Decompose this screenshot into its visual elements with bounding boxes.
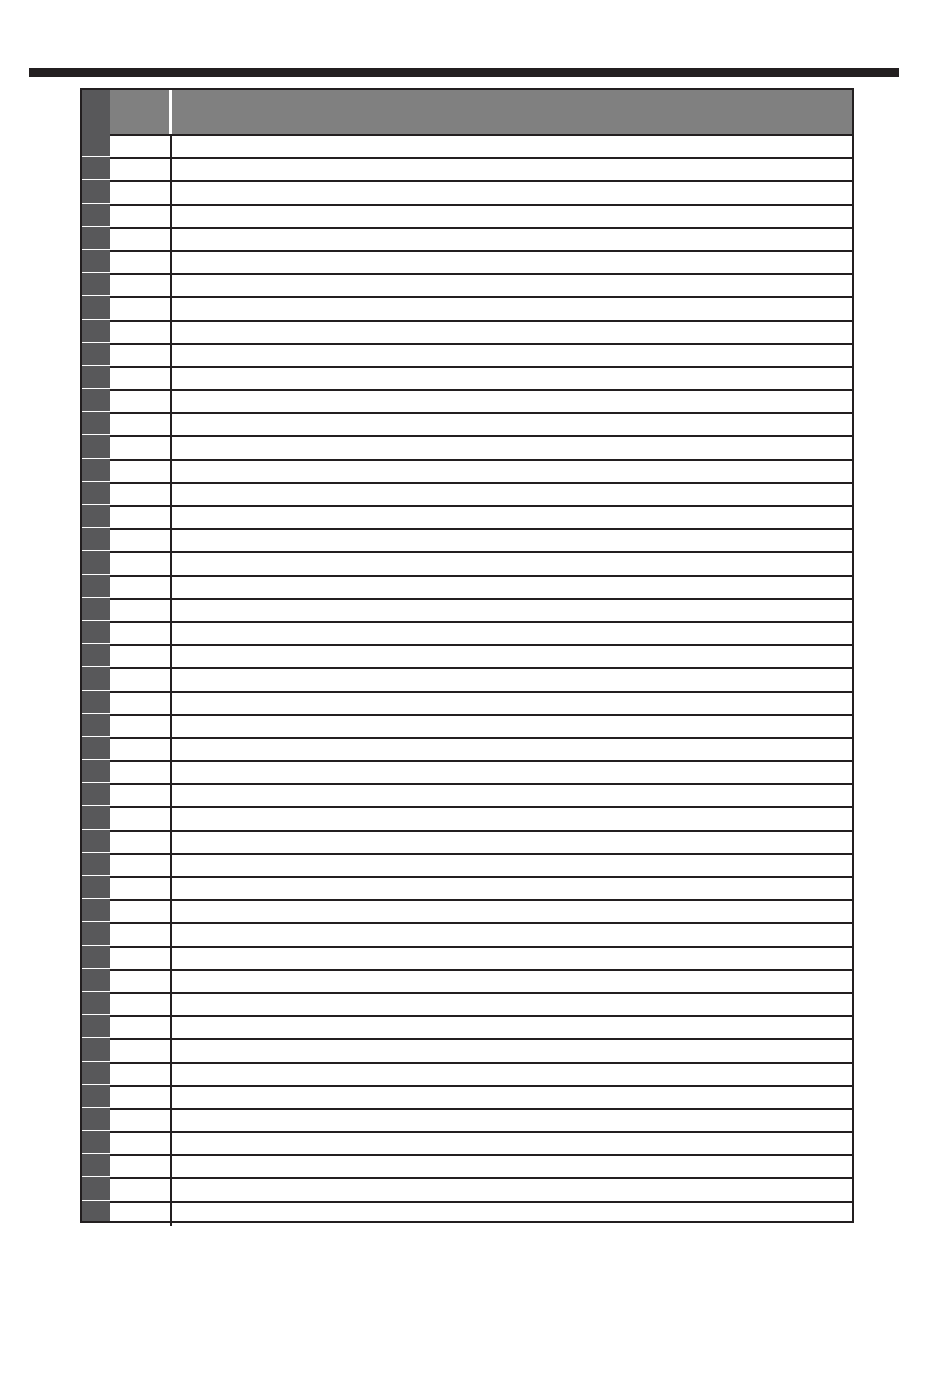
row-cell-b[interactable] <box>172 600 852 621</box>
table-row <box>110 785 852 808</box>
row-cell-a[interactable] <box>110 1064 172 1085</box>
row-cell-b[interactable] <box>172 252 852 273</box>
table-row <box>110 298 852 321</box>
table-row <box>110 878 852 901</box>
row-cell-a[interactable] <box>110 1087 172 1108</box>
row-cell-b[interactable] <box>172 437 852 458</box>
row-cell-b[interactable] <box>172 1040 852 1061</box>
row-side-marker <box>82 322 110 343</box>
row-cell-b[interactable] <box>172 855 852 876</box>
table-body <box>110 136 852 1221</box>
row-cell-b[interactable] <box>172 1087 852 1108</box>
row-side-marker <box>82 530 110 551</box>
row-side-marker <box>82 994 110 1015</box>
row-cell-b[interactable] <box>172 414 852 435</box>
row-cell-b[interactable] <box>172 1017 852 1038</box>
table-row <box>110 924 852 947</box>
table-row <box>110 414 852 437</box>
row-cell-a[interactable] <box>110 298 172 319</box>
row-cell-b[interactable] <box>172 901 852 922</box>
row-side-marker <box>82 252 110 273</box>
row-side-marker <box>82 1110 110 1131</box>
top-rule <box>29 68 899 77</box>
row-side-marker <box>82 948 110 969</box>
row-cell-b[interactable] <box>172 507 852 528</box>
row-cell-b[interactable] <box>172 1203 852 1226</box>
row-cell-b[interactable] <box>172 924 852 945</box>
table-row <box>110 832 852 855</box>
table-row <box>110 577 852 600</box>
table-row <box>110 600 852 623</box>
table-row <box>110 345 852 368</box>
row-cell-a[interactable] <box>110 206 172 227</box>
row-side-marker <box>82 1133 110 1154</box>
table-row <box>110 252 852 275</box>
row-side-marker <box>82 1017 110 1038</box>
row-cell-b[interactable] <box>172 1179 852 1200</box>
row-cell-b[interactable] <box>172 739 852 760</box>
row-cell-b[interactable] <box>172 832 852 853</box>
row-cell-a[interactable] <box>110 1110 172 1131</box>
row-cell-a[interactable] <box>110 994 172 1015</box>
row-cell-b[interactable] <box>172 785 852 806</box>
row-cell-b[interactable] <box>172 994 852 1015</box>
row-side-marker <box>82 507 110 528</box>
row-cell-a[interactable] <box>110 693 172 714</box>
table-header <box>110 90 852 136</box>
row-side-marker <box>82 1040 110 1061</box>
row-side-marker <box>82 669 110 690</box>
row-cell-b[interactable] <box>172 669 852 690</box>
row-side-marker <box>82 159 110 180</box>
table-row <box>110 322 852 345</box>
row-cell-b[interactable] <box>172 948 852 969</box>
row-side-marker <box>82 600 110 621</box>
row-cell-b[interactable] <box>172 762 852 783</box>
row-cell-b[interactable] <box>172 275 852 296</box>
row-cell-a[interactable] <box>110 159 172 180</box>
row-cell-b[interactable] <box>172 206 852 227</box>
row-cell-b[interactable] <box>172 971 852 992</box>
table-row <box>110 530 852 553</box>
row-cell-b[interactable] <box>172 1064 852 1085</box>
row-cell-b[interactable] <box>172 1110 852 1131</box>
table-row <box>110 229 852 252</box>
row-cell-a[interactable] <box>110 345 172 366</box>
row-side-marker <box>82 1179 110 1200</box>
row-cell-a[interactable] <box>110 762 172 783</box>
row-cell-a[interactable] <box>110 577 172 598</box>
row-cell-b[interactable] <box>172 808 852 829</box>
row-cell-a[interactable] <box>110 924 172 945</box>
table-row <box>110 507 852 530</box>
table-row <box>110 948 852 971</box>
row-cell-a[interactable] <box>110 785 172 806</box>
row-cell-a[interactable] <box>110 948 172 969</box>
row-cell-a[interactable] <box>110 182 172 203</box>
row-side-marker <box>82 878 110 899</box>
row-side-marker <box>82 1203 110 1226</box>
table-row <box>110 1110 852 1133</box>
table-row <box>110 1156 852 1179</box>
row-side-marker <box>82 693 110 714</box>
table-row <box>110 716 852 739</box>
row-side-marker <box>82 762 110 783</box>
row-cell-b[interactable] <box>172 646 852 667</box>
row-side-marker <box>82 275 110 296</box>
table-row <box>110 646 852 669</box>
row-cell-a[interactable] <box>110 553 172 574</box>
row-cell-b[interactable] <box>172 298 852 319</box>
row-side-marker <box>82 1156 110 1177</box>
row-cell-a[interactable] <box>110 368 172 389</box>
header-cell-b <box>172 90 852 134</box>
row-cell-a[interactable] <box>110 461 172 482</box>
table-row <box>110 461 852 484</box>
row-cell-a[interactable] <box>110 1203 172 1226</box>
row-side-marker <box>82 391 110 412</box>
row-side-marker <box>82 739 110 760</box>
row-cell-a[interactable] <box>110 878 172 899</box>
row-cell-a[interactable] <box>110 229 172 250</box>
table-row <box>110 808 852 831</box>
row-cell-b[interactable] <box>172 1133 852 1154</box>
row-cell-a[interactable] <box>110 669 172 690</box>
row-cell-a[interactable] <box>110 1133 172 1154</box>
row-cell-b[interactable] <box>172 530 852 551</box>
table-row <box>110 1017 852 1040</box>
table-row <box>110 437 852 460</box>
row-cell-a[interactable] <box>110 391 172 412</box>
row-cell-a[interactable] <box>110 1040 172 1061</box>
row-cell-a[interactable] <box>110 1179 172 1200</box>
row-cell-b[interactable] <box>172 716 852 737</box>
row-cell-a[interactable] <box>110 600 172 621</box>
header-cell-a <box>110 90 172 134</box>
row-cell-b[interactable] <box>172 623 852 644</box>
row-side-marker <box>82 1087 110 1108</box>
row-side-marker <box>82 206 110 227</box>
table-row <box>110 1064 852 1087</box>
row-side-marker <box>82 414 110 435</box>
row-cell-a[interactable] <box>110 275 172 296</box>
row-side-marker <box>82 971 110 992</box>
table-row <box>110 1203 852 1226</box>
row-cell-a[interactable] <box>110 484 172 505</box>
row-cell-b[interactable] <box>172 136 852 157</box>
table-row <box>110 623 852 646</box>
table-row <box>110 739 852 762</box>
row-cell-a[interactable] <box>110 855 172 876</box>
row-cell-a[interactable] <box>110 322 172 343</box>
row-cell-a[interactable] <box>110 507 172 528</box>
row-cell-a[interactable] <box>110 1017 172 1038</box>
row-cell-a[interactable] <box>110 623 172 644</box>
row-side-marker <box>82 437 110 458</box>
row-side-marker <box>82 623 110 644</box>
table-row <box>110 1179 852 1202</box>
row-cell-a[interactable] <box>110 971 172 992</box>
row-side-marker <box>82 716 110 737</box>
row-cell-b[interactable] <box>172 345 852 366</box>
table-row <box>110 1040 852 1063</box>
row-side-marker <box>82 855 110 876</box>
row-cell-a[interactable] <box>110 252 172 273</box>
table-row <box>110 391 852 414</box>
table-row <box>110 855 852 878</box>
table-row <box>110 275 852 298</box>
table-row <box>110 994 852 1017</box>
row-side-marker <box>82 345 110 366</box>
table-row <box>110 669 852 692</box>
row-cell-b[interactable] <box>172 577 852 598</box>
table-row <box>110 159 852 182</box>
row-side-marker <box>82 136 110 157</box>
row-side-marker <box>82 229 110 250</box>
row-side-marker <box>82 924 110 945</box>
table-row <box>110 182 852 205</box>
row-cell-b[interactable] <box>172 391 852 412</box>
row-side-marker <box>82 785 110 806</box>
table-row <box>110 762 852 785</box>
table-row <box>110 693 852 716</box>
table-row <box>110 1133 852 1156</box>
row-side-marker <box>82 461 110 482</box>
table-row <box>110 484 852 507</box>
table-row <box>110 1087 852 1110</box>
row-cell-b[interactable] <box>172 878 852 899</box>
row-side-marker <box>82 182 110 203</box>
row-cell-b[interactable] <box>172 1156 852 1177</box>
row-side-marker <box>82 901 110 922</box>
table-row <box>110 136 852 159</box>
row-side-marker <box>82 298 110 319</box>
row-cell-a[interactable] <box>110 530 172 551</box>
row-side-marker <box>82 1064 110 1085</box>
row-side-marker <box>82 553 110 574</box>
row-cell-b[interactable] <box>172 229 852 250</box>
row-cell-a[interactable] <box>110 808 172 829</box>
blank-log-table <box>80 88 854 1223</box>
row-cell-a[interactable] <box>110 832 172 853</box>
table-row <box>110 901 852 924</box>
table-row <box>110 206 852 229</box>
row-side-marker <box>82 808 110 829</box>
row-cell-a[interactable] <box>110 646 172 667</box>
table-row <box>110 368 852 391</box>
table-row <box>110 971 852 994</box>
row-cell-a[interactable] <box>110 1156 172 1177</box>
row-cell-b[interactable] <box>172 484 852 505</box>
row-cell-a[interactable] <box>110 437 172 458</box>
row-cell-a[interactable] <box>110 136 172 157</box>
row-cell-b[interactable] <box>172 368 852 389</box>
row-cell-b[interactable] <box>172 322 852 343</box>
row-side-marker <box>82 368 110 389</box>
row-cell-b[interactable] <box>172 553 852 574</box>
row-cell-b[interactable] <box>172 159 852 180</box>
table-row <box>110 553 852 576</box>
row-cell-a[interactable] <box>110 901 172 922</box>
row-cell-b[interactable] <box>172 461 852 482</box>
row-side-marker <box>82 484 110 505</box>
row-cell-a[interactable] <box>110 716 172 737</box>
row-cell-a[interactable] <box>110 414 172 435</box>
row-cell-b[interactable] <box>172 693 852 714</box>
row-side-marker <box>82 577 110 598</box>
row-side-marker <box>82 646 110 667</box>
row-side-marker <box>82 832 110 853</box>
row-cell-b[interactable] <box>172 182 852 203</box>
row-cell-a[interactable] <box>110 739 172 760</box>
